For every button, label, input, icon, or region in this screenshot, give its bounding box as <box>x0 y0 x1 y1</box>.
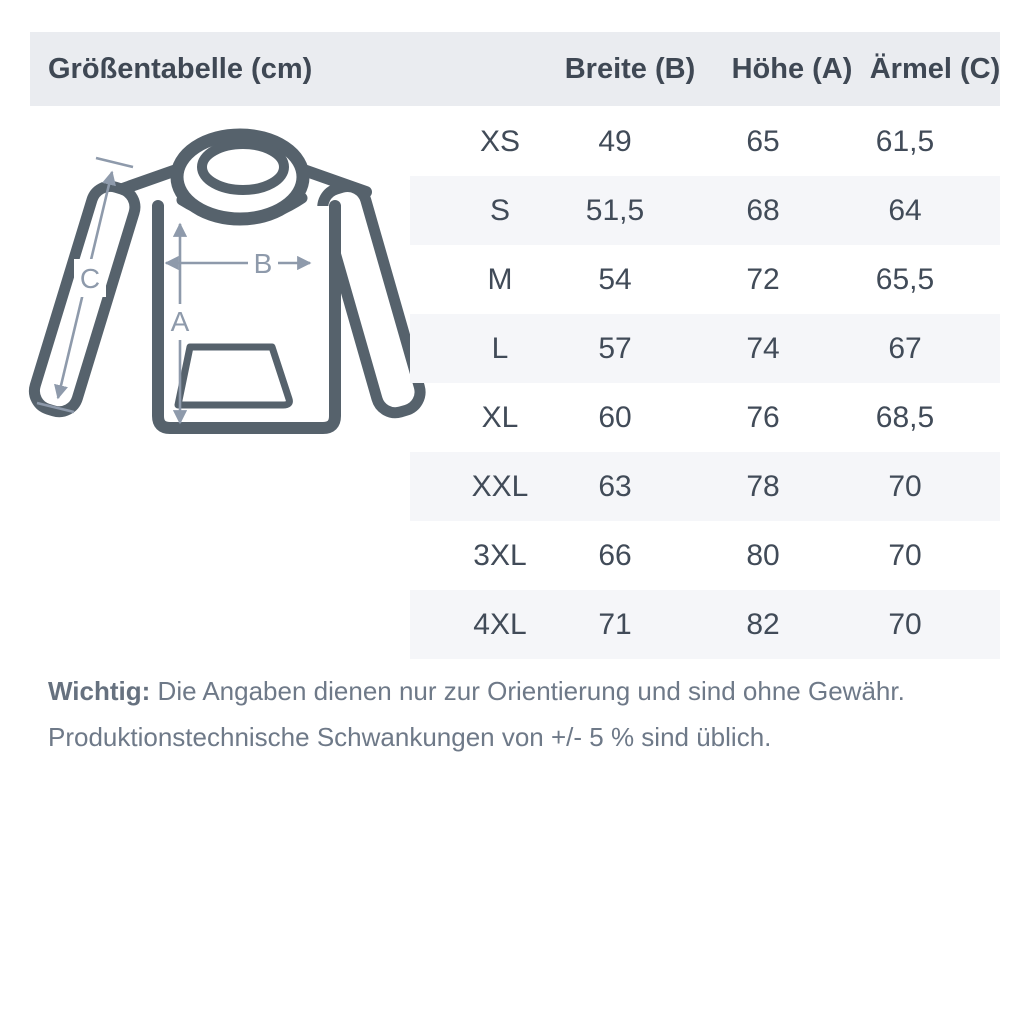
aermel-value: 61,5 <box>875 124 935 158</box>
column-header-breite: Breite (B) <box>564 52 696 85</box>
table-row <box>410 314 1000 383</box>
breite-value: 63 <box>598 469 632 503</box>
disclaimer-line-2: Produktionstechnische Schwankungen von +/- 5 % sind üblich. <box>48 722 772 752</box>
hoodie-measurement-diagram <box>16 118 446 463</box>
disclaimer-note <box>48 668 978 760</box>
table-row <box>410 245 1000 314</box>
disclaimer-line-1 <box>48 668 978 714</box>
hoehe-value: 74 <box>746 331 780 365</box>
table-row <box>410 590 1000 659</box>
breite-value: 54 <box>598 262 632 296</box>
aermel-value: 68,5 <box>875 400 935 434</box>
breite-value: 71 <box>598 607 632 641</box>
aermel-value: 64 <box>888 193 922 227</box>
breite-value: 51,5 <box>585 193 645 227</box>
sleeve-arrow-c-top-tick <box>96 158 133 167</box>
aermel-value: 70 <box>888 469 922 503</box>
column-header-hoehe: Höhe (A) <box>731 52 853 85</box>
size-table <box>410 107 1000 659</box>
size-label: 3XL <box>473 538 527 572</box>
aermel-value: 70 <box>888 607 922 641</box>
table-row <box>410 383 1000 452</box>
hoehe-value: 76 <box>746 400 780 434</box>
table-row <box>410 452 1000 521</box>
hoehe-value: 82 <box>746 607 780 641</box>
table-row <box>410 521 1000 590</box>
breite-value: 66 <box>598 538 632 572</box>
size-label: XS <box>479 124 521 158</box>
column-header-aermel: Ärmel (C) <box>869 52 1001 85</box>
size-label: XL <box>481 400 519 434</box>
aermel-value: 67 <box>888 331 922 365</box>
breite-value: 60 <box>598 400 632 434</box>
hoehe-value: 78 <box>746 469 780 503</box>
table-row <box>410 107 1000 176</box>
breite-value: 49 <box>598 124 632 158</box>
table-row <box>410 176 1000 245</box>
size-label: XXL <box>471 469 529 503</box>
label-a: A <box>170 306 190 337</box>
page-title: Größentabelle (cm) <box>48 52 313 85</box>
size-label: S <box>489 193 510 227</box>
hoehe-value: 65 <box>746 124 780 158</box>
aermel-value: 70 <box>888 538 922 572</box>
breite-value: 57 <box>598 331 632 365</box>
size-label: L <box>491 331 509 365</box>
hoehe-value: 72 <box>746 262 780 296</box>
disclaimer-bold: Wichtig: <box>48 676 151 706</box>
aermel-value: 65,5 <box>875 262 935 296</box>
hoehe-value: 68 <box>746 193 780 227</box>
label-b: B <box>253 248 273 279</box>
size-label: 4XL <box>473 607 527 641</box>
label-c: C <box>79 263 101 294</box>
size-label: M <box>487 262 513 296</box>
table-header <box>30 32 1000 106</box>
hoehe-value: 80 <box>746 538 780 572</box>
disclaimer-text-1: Die Angaben dienen nur zur Orientierung und sind ohne Gewähr. <box>150 676 905 706</box>
